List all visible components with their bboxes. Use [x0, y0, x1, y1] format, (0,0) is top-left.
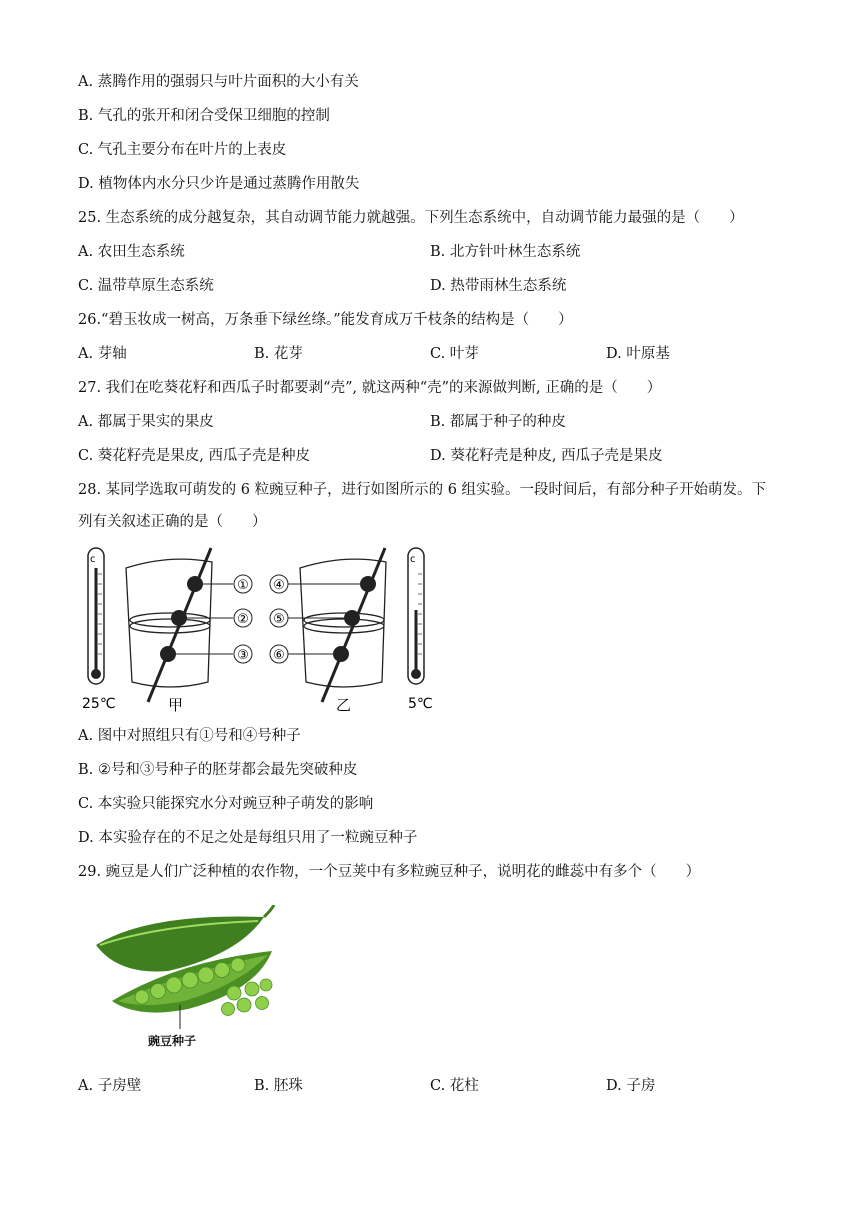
- thermometer-left: [88, 548, 104, 684]
- q27-option-d: D. 葵花籽壳是种皮, 西瓜子壳是果皮: [430, 448, 663, 464]
- q28-option-a: A. 图中对照组只有①号和④号种子: [78, 728, 301, 744]
- q25-stem: 25. 生态系统的成分越复杂，其自动调节能力就越强。下列生态系统中，自动调节能力最强的是（ ）: [78, 210, 744, 226]
- temperature-left-label: 25℃: [82, 696, 116, 712]
- thermometer-right-unit: c: [410, 554, 416, 565]
- label-4: ④: [273, 578, 285, 593]
- beaker-right: [300, 548, 386, 702]
- temperature-right-label: 5℃: [408, 696, 433, 712]
- q26-option-b: B. 花芽: [254, 346, 303, 362]
- thermometer-right: [408, 548, 424, 684]
- q28-option-c: C. 本实验只能探究水分对豌豆种子萌发的影响: [78, 796, 374, 812]
- q26-option-d: D. 叶原基: [606, 346, 670, 362]
- q25-option-b: B. 北方针叶林生态系统: [430, 244, 581, 260]
- q27-stem: 27. 我们在吃葵花籽和西瓜子时都要剥“壳”, 就这两种“壳”的来源做判断, 正确的是（ ）: [78, 380, 662, 396]
- label-1: ①: [237, 578, 249, 593]
- q26-option-c: C. 叶芽: [430, 346, 479, 362]
- q25-option-d: D. 热带雨林生态系统: [430, 278, 567, 294]
- label-6: ⑥: [273, 648, 285, 663]
- q29-option-b: B. 胚珠: [254, 1078, 303, 1094]
- q27-option-a: A. 都属于果实的果皮: [78, 414, 214, 430]
- q25-option-a: A. 农田生态系统: [78, 244, 185, 260]
- q29-option-a: A. 子房壁: [78, 1078, 142, 1094]
- beaker-left-label: 甲: [168, 696, 184, 714]
- q24-option-a: A. 蒸腾作用的强弱只与叶片面积的大小有关: [78, 74, 359, 90]
- q25-option-c: C. 温带草原生态系统: [78, 278, 214, 294]
- q29-option-c: C. 花柱: [430, 1078, 479, 1094]
- q24-option-b: B. 气孔的张开和闭合受保卫细胞的控制: [78, 108, 330, 124]
- q28-stem-line1: 28. 某同学选取可萌发的 6 粒豌豆种子，进行如图所示的 6 组实验。一段时间后，有部分种子开始萌发。下: [78, 482, 767, 498]
- q29-stem: 29. 豌豆是人们广泛种植的农作物，一个豆荚中有多粒豌豆种子，说明花的雌蕊中有多个（ ）: [78, 864, 701, 880]
- label-5: ⑤: [273, 612, 285, 627]
- q28-option-d: D. 本实验存在的不足之处是每组只用了一粒豌豆种子: [78, 830, 418, 846]
- pea-pod-image: [88, 905, 288, 1055]
- label-2: ②: [237, 612, 249, 627]
- q29-option-d: D. 子房: [606, 1078, 656, 1094]
- beaker-right-label: 乙: [336, 696, 352, 714]
- q27-option-b: B. 都属于种子的种皮: [430, 414, 566, 430]
- q27-option-c: C. 葵花籽壳是果皮, 西瓜子壳是种皮: [78, 448, 311, 464]
- q28-option-b: B. ②号和③号种子的胚芽都会最先突破种皮: [78, 762, 358, 778]
- q28-experiment-figure: [78, 540, 448, 720]
- q28-stem-line2: 列有关叙述正确的是（ ）: [78, 514, 267, 530]
- q26-option-a: A. 芽轴: [78, 346, 127, 362]
- q24-option-d: D. 植物体内水分只少许是通过蒸腾作用散失: [78, 176, 360, 192]
- beaker-left: [126, 548, 212, 702]
- thermometer-left-unit: c: [90, 554, 96, 565]
- label-3: ③: [237, 648, 249, 663]
- q24-option-c: C. 气孔主要分布在叶片的上表皮: [78, 142, 287, 158]
- q26-stem: 26.“碧玉妆成一树高，万条垂下绿丝绦。”能发育成万千枝条的结构是（ ）: [78, 312, 573, 328]
- pea-seed-caption: 豌豆种子: [148, 1034, 197, 1048]
